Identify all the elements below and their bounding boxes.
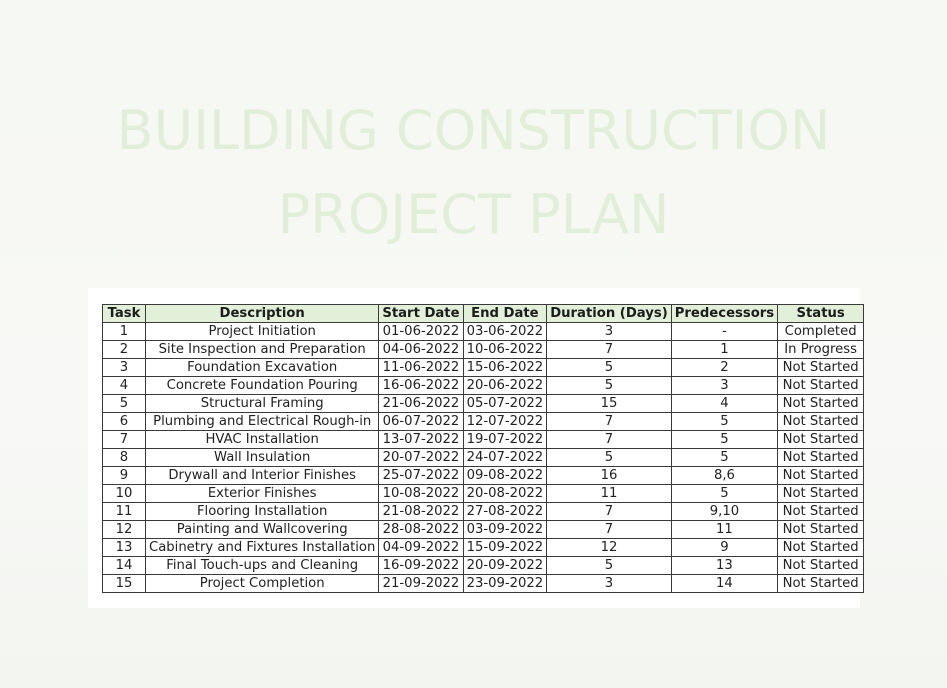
header-description[interactable]: Description [146,305,379,323]
cell-duration[interactable]: 7 [547,413,672,431]
cell-status[interactable]: Not Started [778,503,864,521]
cell-end-date[interactable]: 15-09-2022 [463,539,547,557]
cell-predecessors[interactable]: 3 [671,377,777,395]
table-row [103,485,864,503]
cell-predecessors[interactable]: 5 [671,431,777,449]
table-row [103,359,864,377]
cell-status[interactable]: Not Started [778,413,864,431]
table-row [103,467,864,485]
cell-predecessors[interactable]: 13 [671,557,777,575]
cell-status[interactable]: Completed [778,323,864,341]
cell-start-date[interactable]: 04-09-2022 [379,539,463,557]
cell-description[interactable]: Exterior Finishes [146,485,379,503]
cell-predecessors[interactable]: 11 [671,521,777,539]
table-row [103,503,864,521]
cell-end-date[interactable]: 19-07-2022 [463,431,547,449]
cell-start-date[interactable]: 21-09-2022 [379,575,463,593]
cell-predecessors[interactable]: 9 [671,539,777,557]
cell-duration[interactable]: 5 [547,377,672,395]
cell-task[interactable]: 14 [103,557,146,575]
cell-task[interactable]: 12 [103,521,146,539]
cell-description[interactable]: Painting and Wallcovering [146,521,379,539]
cell-predecessors[interactable]: 2 [671,359,777,377]
header-predecessors[interactable]: Predecessors [671,305,777,323]
cell-task[interactable]: 7 [103,431,146,449]
table-row [103,377,864,395]
cell-task[interactable]: 11 [103,503,146,521]
cell-task[interactable]: 15 [103,575,146,593]
cell-status[interactable]: Not Started [778,557,864,575]
cell-end-date[interactable]: 20-06-2022 [463,377,547,395]
cell-predecessors[interactable]: 5 [671,413,777,431]
cell-start-date[interactable]: 21-08-2022 [379,503,463,521]
cell-duration[interactable]: 15 [547,395,672,413]
cell-end-date[interactable]: 12-07-2022 [463,413,547,431]
cell-status[interactable]: Not Started [778,467,864,485]
cell-predecessors[interactable]: 4 [671,395,777,413]
cell-duration[interactable]: 16 [547,467,672,485]
page-title-line-1: BUILDING CONSTRUCTION [116,99,831,162]
cell-status[interactable]: Not Started [778,377,864,395]
cell-predecessors[interactable]: 5 [671,449,777,467]
table-row [103,557,864,575]
cell-end-date[interactable]: 23-09-2022 [463,575,547,593]
cell-start-date[interactable]: 11-06-2022 [379,359,463,377]
table-row [103,323,864,341]
table-row [103,395,864,413]
header-end-date[interactable]: End Date [463,305,547,323]
cell-start-date[interactable]: 04-06-2022 [379,341,463,359]
cell-task[interactable]: 1 [103,323,146,341]
header-status[interactable]: Status [778,305,864,323]
cell-status[interactable]: Not Started [778,431,864,449]
cell-task[interactable]: 8 [103,449,146,467]
cell-end-date[interactable]: 27-08-2022 [463,503,547,521]
cell-status[interactable]: Not Started [778,521,864,539]
cell-description[interactable]: Structural Framing [146,395,379,413]
header-task[interactable]: Task [103,305,146,323]
cell-predecessors[interactable]: 14 [671,575,777,593]
cell-task[interactable]: 10 [103,485,146,503]
cell-description[interactable]: Drywall and Interior Finishes [146,467,379,485]
cell-duration[interactable]: 7 [547,341,672,359]
table-row [103,521,864,539]
cell-task[interactable]: 6 [103,413,146,431]
cell-start-date[interactable]: 16-09-2022 [379,557,463,575]
cell-duration[interactable]: 5 [547,449,672,467]
cell-description[interactable]: Final Touch-ups and Cleaning [146,557,379,575]
cell-task[interactable]: 4 [103,377,146,395]
cell-task[interactable]: 3 [103,359,146,377]
table-row [103,575,864,593]
cell-description[interactable]: Foundation Excavation [146,359,379,377]
cell-predecessors[interactable]: 1 [671,341,777,359]
cell-status[interactable]: Not Started [778,575,864,593]
cell-end-date[interactable]: 03-06-2022 [463,323,547,341]
cell-end-date[interactable]: 03-09-2022 [463,521,547,539]
cell-predecessors[interactable]: - [671,323,777,341]
cell-description[interactable]: Plumbing and Electrical Rough-in [146,413,379,431]
cell-description[interactable]: Wall Insulation [146,449,379,467]
cell-duration[interactable]: 12 [547,539,672,557]
cell-start-date[interactable]: 16-06-2022 [379,377,463,395]
cell-description[interactable]: Concrete Foundation Pouring [146,377,379,395]
cell-duration[interactable]: 5 [547,359,672,377]
cell-end-date[interactable]: 15-06-2022 [463,359,547,377]
cell-description[interactable]: Project Initiation [146,323,379,341]
page-title-line-2: PROJECT PLAN [277,183,670,246]
cell-duration[interactable]: 7 [547,431,672,449]
cell-start-date[interactable]: 10-08-2022 [379,485,463,503]
cell-task[interactable]: 5 [103,395,146,413]
cell-predecessors[interactable]: 5 [671,485,777,503]
project-plan-table [102,304,864,593]
cell-status[interactable]: Not Started [778,395,864,413]
cell-end-date[interactable]: 05-07-2022 [463,395,547,413]
cell-duration[interactable]: 5 [547,557,672,575]
table-row [103,341,864,359]
cell-duration[interactable]: 3 [547,575,672,593]
cell-description[interactable]: Cabinetry and Fixtures Installation [146,539,379,557]
cell-status[interactable]: Not Started [778,539,864,557]
cell-description[interactable]: HVAC Installation [146,431,379,449]
table-body [103,323,864,593]
cell-end-date[interactable]: 20-08-2022 [463,485,547,503]
table-row [103,413,864,431]
cell-predecessors[interactable]: 8,6 [671,467,777,485]
header-start-date[interactable]: Start Date [379,305,463,323]
cell-start-date[interactable]: 21-06-2022 [379,395,463,413]
cell-start-date[interactable]: 06-07-2022 [379,413,463,431]
cell-end-date[interactable]: 09-08-2022 [463,467,547,485]
cell-duration[interactable]: 7 [547,503,672,521]
cell-predecessors[interactable]: 9,10 [671,503,777,521]
cell-start-date[interactable]: 01-06-2022 [379,323,463,341]
cell-end-date[interactable]: 10-06-2022 [463,341,547,359]
cell-status[interactable]: Not Started [778,485,864,503]
table-row [103,539,864,557]
cell-status[interactable]: Not Started [778,359,864,377]
cell-description[interactable]: Flooring Installation [146,503,379,521]
cell-duration[interactable]: 11 [547,485,672,503]
cell-start-date[interactable]: 13-07-2022 [379,431,463,449]
cell-task[interactable]: 9 [103,467,146,485]
cell-start-date[interactable]: 28-08-2022 [379,521,463,539]
cell-status[interactable]: Not Started [778,449,864,467]
cell-end-date[interactable]: 20-09-2022 [463,557,547,575]
cell-description[interactable]: Project Completion [146,575,379,593]
cell-task[interactable]: 2 [103,341,146,359]
cell-end-date[interactable]: 24-07-2022 [463,449,547,467]
cell-task[interactable]: 13 [103,539,146,557]
cell-start-date[interactable]: 25-07-2022 [379,467,463,485]
cell-description[interactable]: Site Inspection and Preparation [146,341,379,359]
table-row [103,431,864,449]
cell-duration[interactable]: 3 [547,323,672,341]
cell-duration[interactable]: 7 [547,521,672,539]
cell-start-date[interactable]: 20-07-2022 [379,449,463,467]
cell-status[interactable]: In Progress [778,341,864,359]
header-duration[interactable]: Duration (Days) [547,305,672,323]
table-row [103,449,864,467]
table-header-row [103,305,864,323]
